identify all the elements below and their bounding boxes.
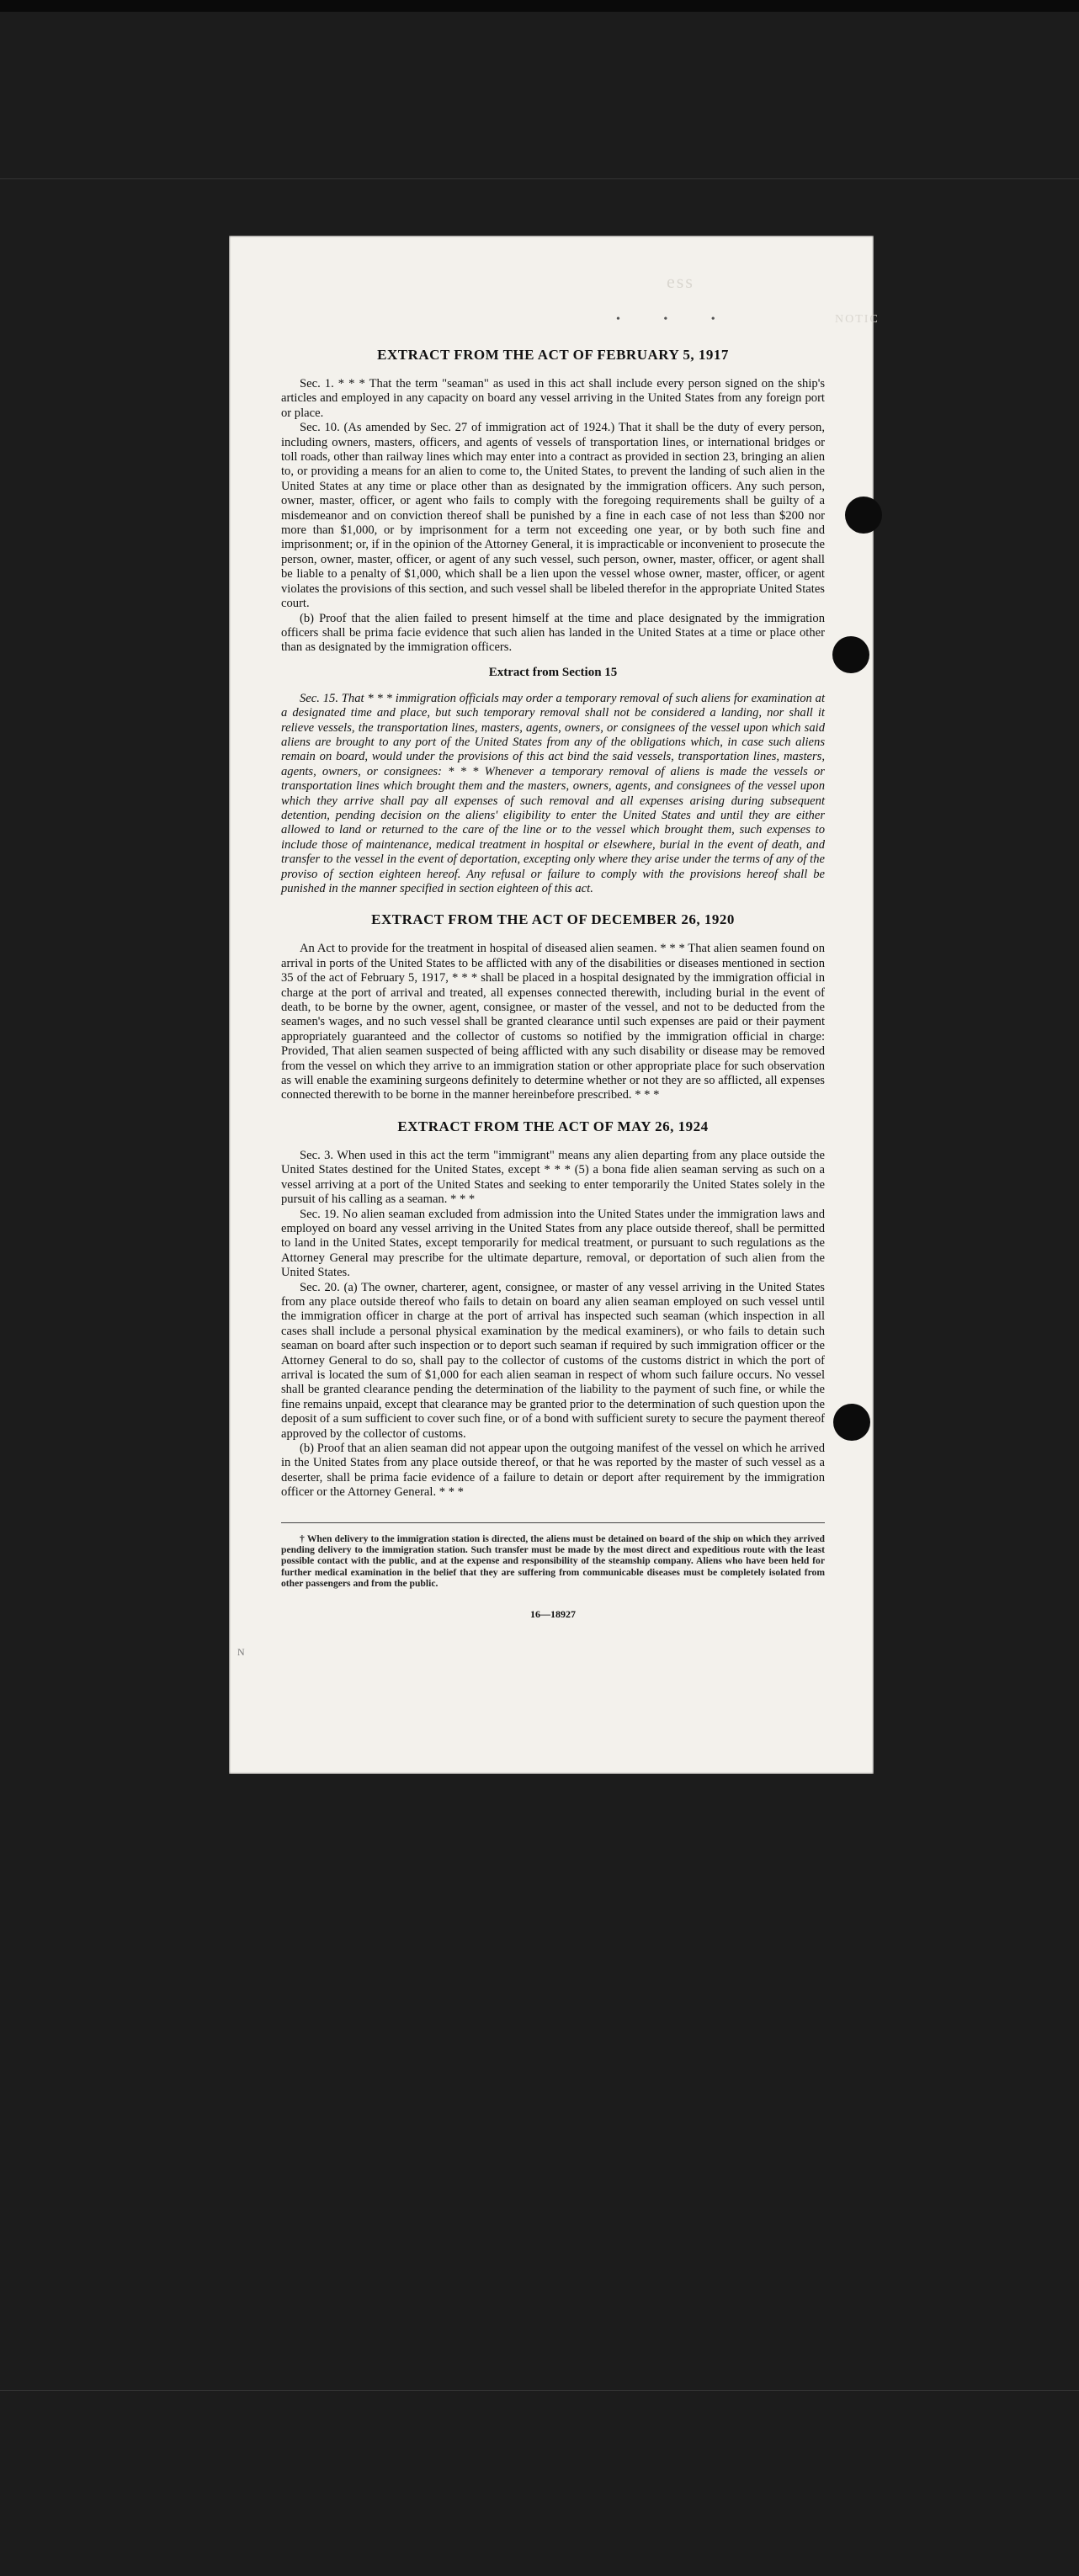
footnote: † When delivery to the immigration station is directed, the aliens must be detained on board of the ship on which they arrived pending delivery to the immigration station. Such transfer must be made by the most direct and expeditious route with the least possible contact with the public, and at the expense and responsibility of the steamship company. Aliens who have been held for further medical examination in the belief that they are suffering from communicable diseases must be completely isolated from other passengers and from the public. [281,1532,825,1590]
film-edge [0,0,1079,12]
header-ghost-side-text: NOTIC [835,313,880,326]
section-title: EXTRACT FROM THE ACT OF MAY 26, 1924 [397,1118,709,1134]
header-ghost-text: ess [667,271,694,292]
punch-hole [845,497,882,534]
section-title: EXTRACT FROM THE ACT OF DECEMBER 26, 1920 [371,911,735,928]
section-act-1917 [281,347,825,656]
paragraph: Sec. 10. (As amended by Sec. 27 of immigration act of 1924.) That it shall be the duty of every person, including owners, masters, officers, and agents of vessels of transportation lines, or international bridges or toll roads, other than railway lines which may enter into a contract as provided in section 23, bringing an alien to, or providing a means for an alien to come to, the United States, to prevent the landing of such alien in the United States at any time or place other than as designated by the immigration officers. Any such person, owner, master, officer, or agent who fails to comply with the foregoing requirements shall be guilty of a misdemeanor and on conviction thereof shall be punished by a fine in each case of not less than $200 nor more than $1,000, or by imprisonment for a term not exceeding one year, or by both such fine and imprisonment; or, if in the opinion of the Attorney General, it is impracticable or inconvenient to prosecute the person, owner, master, officer, or agent of any such vessel, such person, owner, master, officer, or agent shall be liable to a penalty of $1,000, which shall be a lien upon the vessel whose owner, master, officer, or agent violates the provisions of this section, and such vessel shall be libeled therefor in the appropriate United States court. [281,421,825,611]
page-number: 16—18927 [530,1607,576,1620]
section-title: Extract from Section 15 [488,665,618,679]
paragraph: Sec. 1. * * * That the term "seaman" as used in this act shall include every person signed on the ship's articles and employed in any capacity on board any vessel arriving in the United States from any foreign port or place. [281,377,825,420]
punch-hole [832,636,869,673]
section-extract-15 [281,666,825,897]
paragraph: (b) Proof that the alien failed to present himself at the time and place designated by the immigration officers shall be prima facie evidence that such alien has landed in the United States at a time or place other than as designated by the immigration officers. [281,611,825,655]
paragraph: (b) Proof that an alien seaman did not appear upon the outgoing manifest of the vessel on which he arrived in the United States from any place outside thereof, or that he was reported by the master of such vessel as a deserter, shall be prima facie evidence of a failure to detain or deport after requirement by the immigration officer or the Attorney General. * * * [281,1442,825,1500]
punch-hole [833,1404,870,1441]
header-marks: • • • [616,313,736,326]
paragraph: An Act to provide for the treatment in hospital of diseased alien seamen. * * * That alien seamen found on arrival in ports of the United States to be afflicted with any of the disabilities or diseases mentioned in section 35 of the act of February 5, 1917, * * * shall be placed in a hospital designated by the immigration official in charge at the port of arrival and treated, all expenses connected therewith, including burial in the event of death, to be borne by the owner, agent, consignee, or master of the vessel, and not to be deducted from the seamen's wages, and no such vessel shall be granted clearance until such expenses are paid or their payment appropriately guaranteed and the collector of customs so notified by the immigration official in charge: Provided, That alien seamen suspected of being afflicted with any such disability or disease may be removed from the vessel on which they arrive to an immigration station or other appropriate place for such observation as will enable the examining surgeons definitely to determine whether or not they are so afflicted, all expenses connected therewith to be borne in the manner hereinbefore prescribed. * * * [281,942,825,1102]
paragraph: Sec. 3. When used in this act the term "immigrant" means any alien departing from any place outside the United States destined for the United States, except * * * (5) a bona fide alien seaman serving as such on a vessel arriving at a port of the United States and seeking to enter temporarily the United States solely in the pursuit of his calling as a seaman. * * * [281,1148,825,1207]
film-scan-line [0,178,1079,179]
section-title: EXTRACT FROM THE ACT OF FEBRUARY 5, 1917 [377,347,729,363]
footnote-divider [281,1522,825,1523]
paragraph: Sec. 19. No alien seaman excluded from admission into the United States under the immigration laws and employed on board any vessel arriving in the United States from any place outside thereof, shall be permitted to land in the United States, except temporarily for medical treatment, or pursuant to such regulations as the Attorney General may prescribe for the ultimate departure, removal, or deportation of such alien from the United States. [281,1207,825,1280]
margin-stamp: N [237,1646,245,1658]
paragraph: Sec. 20. (a) The owner, charterer, agent, consignee, or master of any vessel arriving in the United States from any place outside thereof who fails to detain on board any alien seaman employed on such vessel until the immigration officer in charge at the port of arrival has inspected such seaman (which inspection in all cases shall include a personal physical examination by the medical examiners), or who fails to detain such seaman on board after such inspection or to deport such seaman if required by such immigration officer or the Attorney General to do so, shall pay to the collector of customs of the customs district in which the port of arrival is located the sum of $1,000 for each alien seaman in respect of whom such failure occurs. No vessel shall be granted clearance pending the determination of the liability to the payment of such fine, or while the fine remains unpaid, except that clearance may be granted prior to the determination of such question upon the deposit of a sum sufficient to cover such fine, or of a bond with sufficient surety to secure the payment thereof approved by the collector of customs. [281,1280,825,1441]
film-scan-line [0,2390,1079,2391]
section-act-1920 [281,911,825,1102]
document-page [229,236,880,1774]
paragraph: Sec. 15. That * * * immigration officials may order a temporary removal of such aliens for examination at a designated time and place, but such temporary removal shall not be considered a landing, nor shall it relieve vessels, the transportation lines, masters, agents, owners, or consignees of the vessel upon which said aliens are brought to any port of the United States from any of the obligations which, in case such aliens remain on board, would under the provisions of this act bind the said vessels, transportation lines, masters, agents, owners, or consignees: * * * Whenever a temporary removal of aliens is made the vessels or transportation lines which brought them and the masters, owners, agents, and consignees of the vessel upon which they arrive shall pay all expenses of such removal and all expenses arising during subsequent detention, pending decision on the aliens' eligibility to enter the United States and until they are either allowed to land or returned to the care of the line or to the vessel which brought them, such expenses to include those of maintenance, medical treatment in hospital or elsewhere, burial in the event of death, and transfer to the vessel in the event of deportation, excepting only where they arise under the terms of any of the proviso of section eighteen hereof. Any refusal or failure to comply with the provisions hereof shall be punished in the manner specified in section eighteen of this act. [281,691,825,895]
section-act-1924 [281,1118,825,1500]
